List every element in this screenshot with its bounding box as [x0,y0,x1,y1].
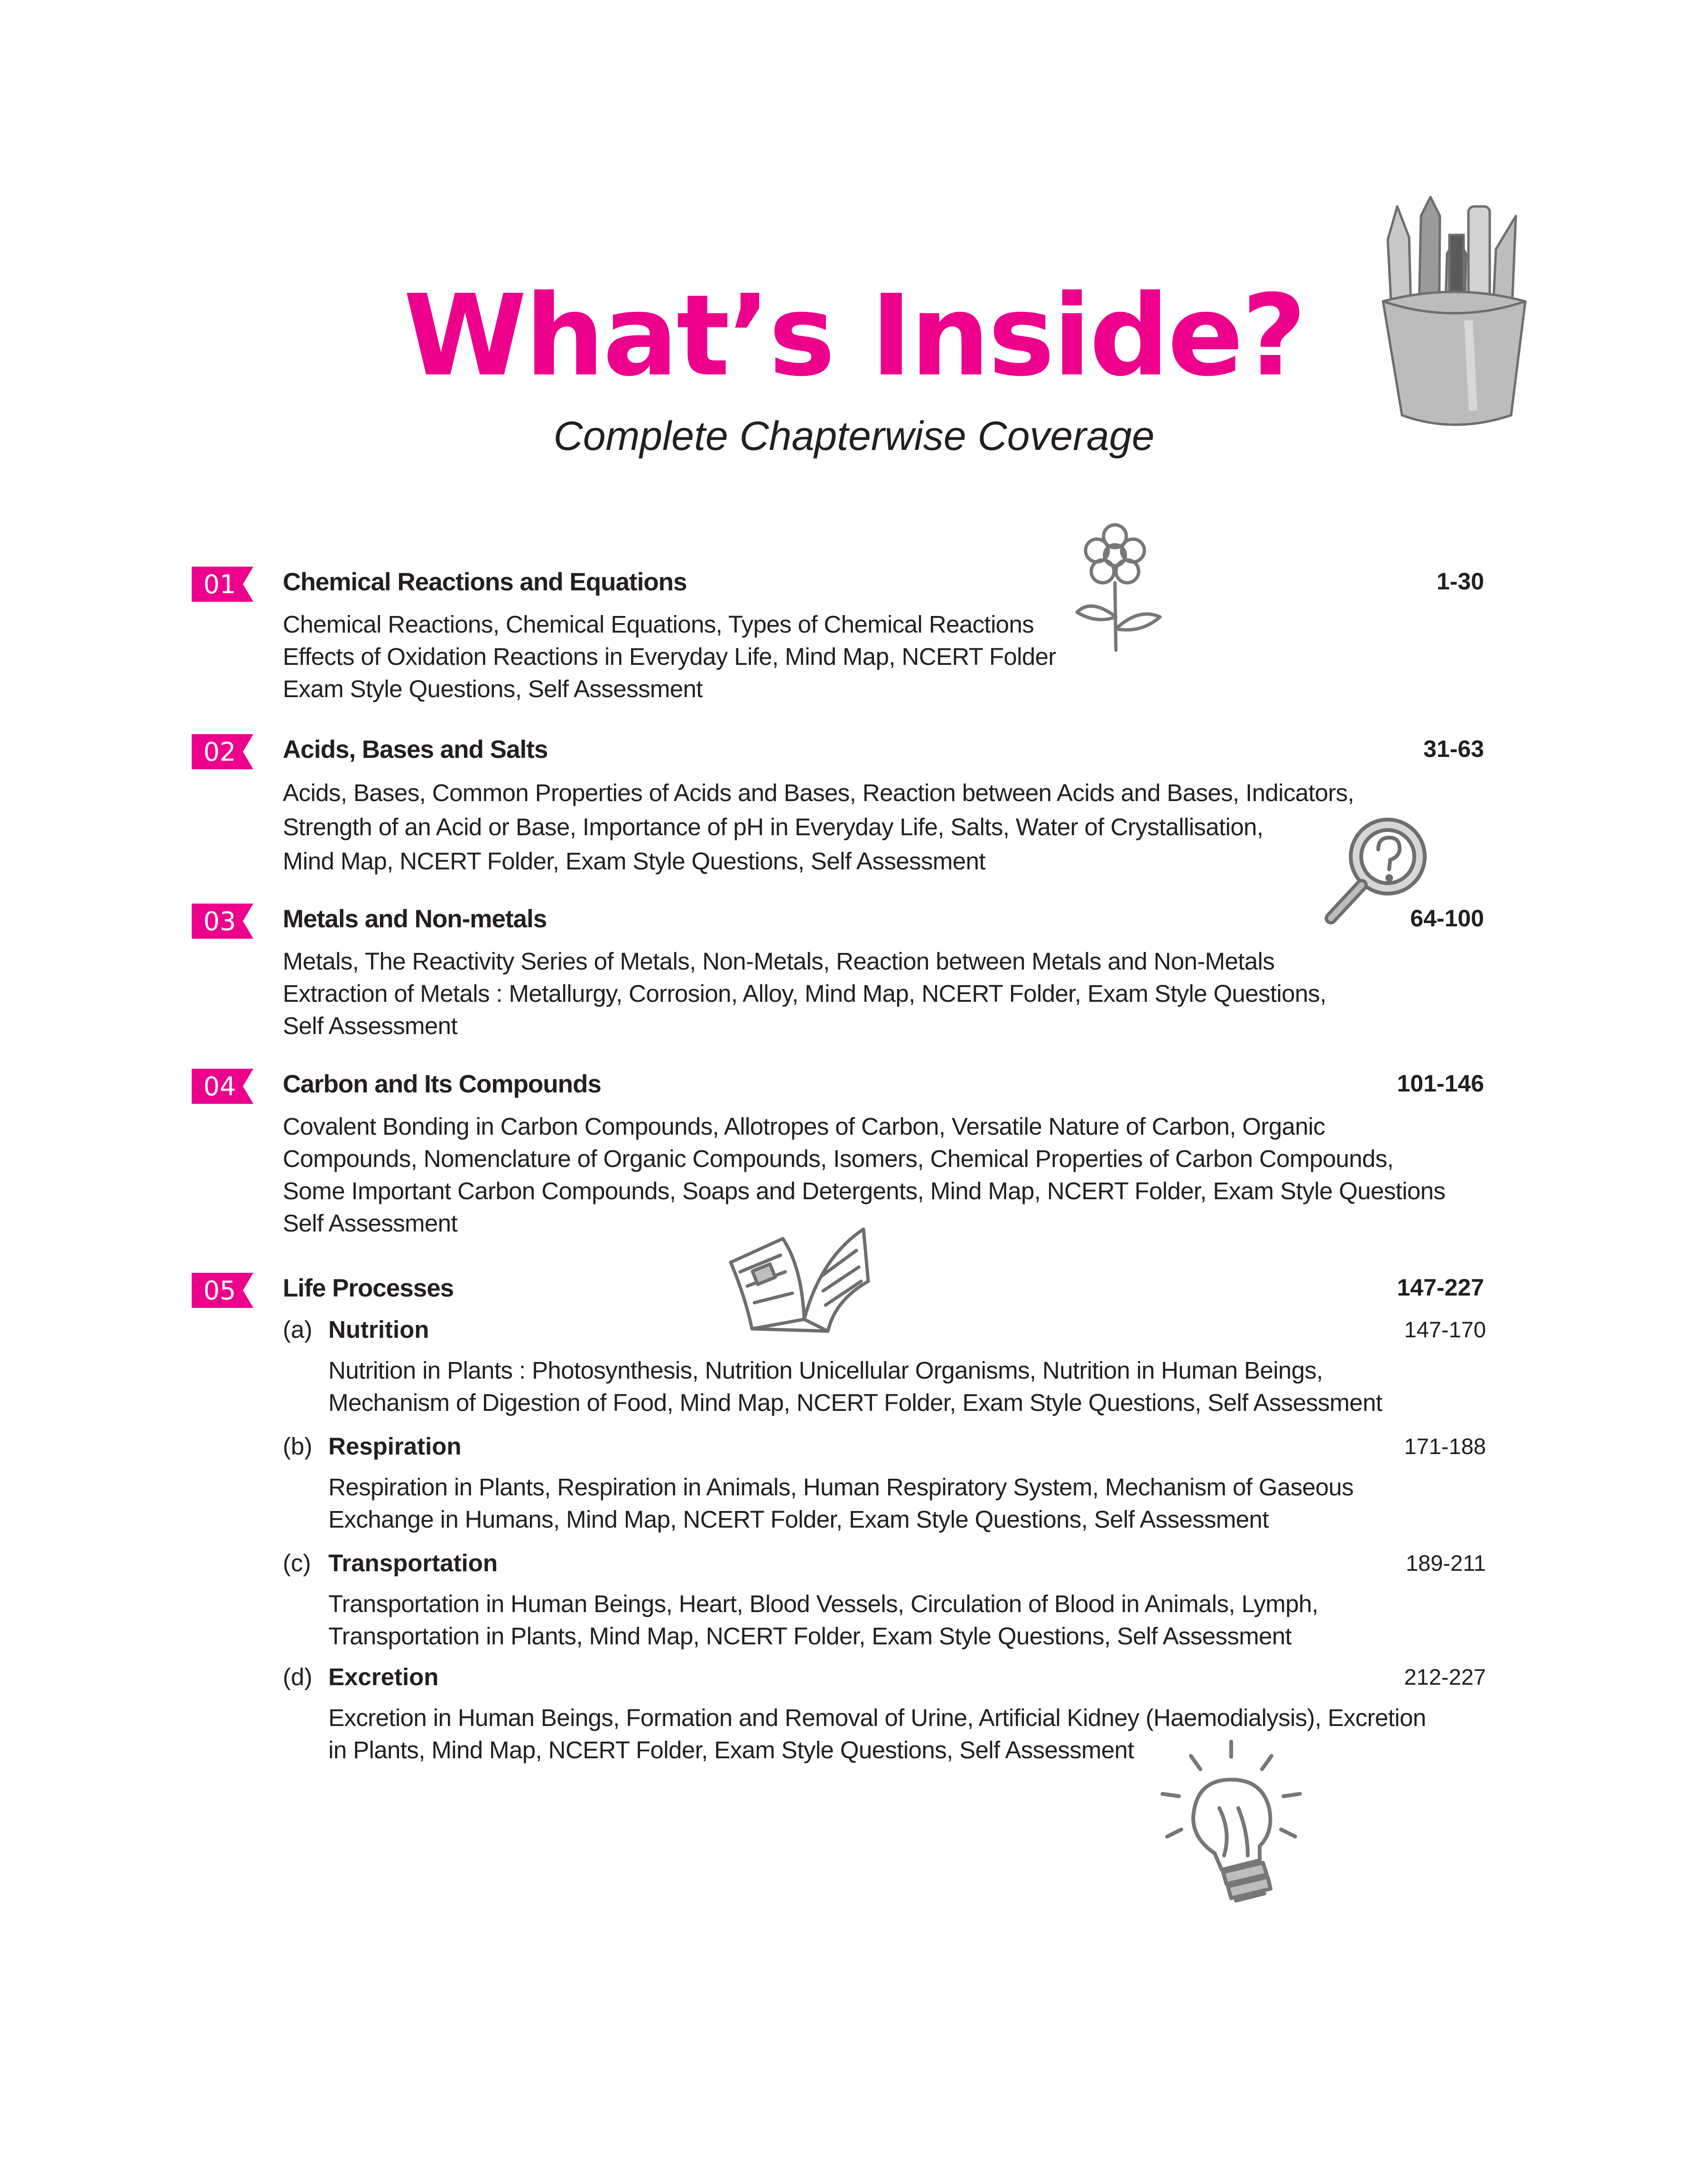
subsection-topics [328,1702,1486,1766]
chapter-title: Metals and Non-metals [283,905,547,933]
chapter-number: 02 [203,737,236,767]
chapter-pages: 101-146 [1397,1070,1484,1097]
subsection-topics [328,1588,1486,1652]
topic-line: Compounds, Nomenclature of Organic Compounds, Isomers, Chemical Properties of Carbon Compounds, [283,1145,1394,1172]
subsection-respiration [283,1430,1486,1536]
chapter-number-badge [192,1273,253,1308]
chapter-number: 01 [203,569,236,599]
chapter-topics [283,776,1488,878]
topic-line: Exam Style Questions, Self Assessment [283,675,703,702]
topic-line: Some Important Carbon Compounds, Soaps and Detergents, Mind Map, NCERT Folder, Exam Style Questions [283,1177,1446,1204]
subsection-letter: (b) [283,1433,313,1460]
topic-line: Respiration in Plants, Respiration in Animals, Human Respiratory System, Mechanism of Gaseous [328,1474,1354,1501]
chapter-number: 04 [203,1072,236,1101]
topic-line: Transportation in Plants, Mind Map, NCERT Folder, Exam Style Questions, Self Assessment [328,1623,1292,1650]
chapter-pages: 1-30 [1436,568,1484,595]
topic-line: Acids, Bases, Common Properties of Acids and Bases, Reaction between Acids and Bases, Indicators, [283,779,1354,806]
chapter-05 [192,1271,1486,1314]
subsection-title: Transportation [328,1549,498,1577]
subsection-title: Excretion [328,1663,439,1690]
subsection-title: Nutrition [328,1316,429,1343]
subsection-heading [283,1661,1486,1698]
topic-line: Strength of an Acid or Base, Importance of pH in Everyday Life, Salts, Water of Crystallisation, [283,813,1263,840]
chapter-number-badge [192,734,253,769]
subsection-pages: 189-211 [1406,1550,1486,1576]
chapter-topics [283,608,1488,705]
chapter-number-badge [192,1069,253,1104]
chapter-title: Life Processes [283,1274,454,1302]
topic-line: Chemical Reactions, Chemical Equations, Types of Chemical Reactions [283,611,1034,638]
topic-line: Transportation in Human Beings, Heart, Blood Vessels, Circulation of Blood in Animals, Lymph, [328,1590,1318,1617]
subsection-topics [328,1354,1486,1419]
topic-line: in Plants, Mind Map, NCERT Folder, Exam Style Questions, Self Assessment [328,1736,1134,1763]
topic-line: Extraction of Metals : Metallurgy, Corrosion, Alloy, Mind Map, NCERT Folder, Exam Style Questions, [283,980,1327,1007]
subsection-pages: 147-170 [1404,1317,1486,1342]
chapter-04 [192,1067,1486,1257]
topic-line: Self Assessment [283,1012,457,1039]
pencil-cup-icon [1374,187,1535,434]
topic-line: Exchange in Humans, Mind Map, NCERT Folder, Exam Style Questions, Self Assessment [328,1506,1269,1533]
chapter-topics [283,945,1488,1042]
topic-line: Effects of Oxidation Reactions in Everyday Life, Mind Map, NCERT Folder [283,643,1056,670]
chapter-03 [192,902,1486,1054]
subsection-excretion [283,1661,1486,1766]
chapter-number: 05 [203,1276,236,1306]
chapter-heading [283,732,1484,770]
chapter-heading [283,1067,1484,1105]
chapter-pages: 64-100 [1410,905,1484,932]
subsection-transportation [283,1547,1486,1652]
chapter-title: Chemical Reactions and Equations [283,568,687,596]
chapter-title: Acids, Bases and Salts [283,736,548,764]
subsection-letter: (d) [283,1663,313,1690]
chapter-heading [283,565,1484,603]
chapter-pages: 147-227 [1397,1274,1484,1301]
chapter-heading [283,1271,1484,1309]
subsection-nutrition [283,1314,1486,1419]
subsection-heading [283,1314,1486,1351]
page-subtitle: Complete Chapterwise Coverage [553,413,1155,459]
subsection-pages: 171-188 [1404,1434,1486,1459]
topic-line: Mechanism of Digestion of Food, Mind Map, NCERT Folder, Exam Style Questions, Self Assessment [328,1389,1383,1416]
subsection-title: Respiration [328,1433,462,1460]
topic-line: Excretion in Human Beings, Formation and Removal of Urine, Artificial Kidney (Haemodialysis), Excretion [328,1704,1426,1731]
topic-line: Nutrition in Plants : Photosynthesis, Nutrition Unicellular Organisms, Nutrition in Human Beings, [328,1357,1323,1384]
chapter-number: 03 [203,906,236,936]
chapter-02 [192,732,1486,884]
subsection-letter: (a) [283,1316,313,1343]
chapter-heading [283,902,1484,940]
chapter-title: Carbon and Its Compounds [283,1070,601,1098]
topic-line: Covalent Bonding in Carbon Compounds, Allotropes of Carbon, Versatile Nature of Carbon, Organic [283,1113,1325,1140]
chapter-01 [192,565,1486,717]
subsection-heading [283,1430,1486,1467]
chapter-number-badge [192,904,253,939]
chapter-number-badge [192,567,253,602]
topic-line: Self Assessment [283,1210,457,1237]
topic-line: Metals, The Reactivity Series of Metals, Non-Metals, Reaction between Metals and Non-Metals [283,948,1275,975]
subsection-topics [328,1471,1486,1536]
chapter-topics [283,1110,1488,1240]
subsection-heading [283,1547,1486,1584]
subsection-letter: (c) [283,1549,311,1577]
subsection-pages: 212-227 [1404,1664,1486,1689]
topic-line: Mind Map, NCERT Folder, Exam Style Questions, Self Assessment [283,848,985,875]
page-title: What’s Inside? [403,271,1305,401]
chapter-pages: 31-63 [1423,736,1484,762]
